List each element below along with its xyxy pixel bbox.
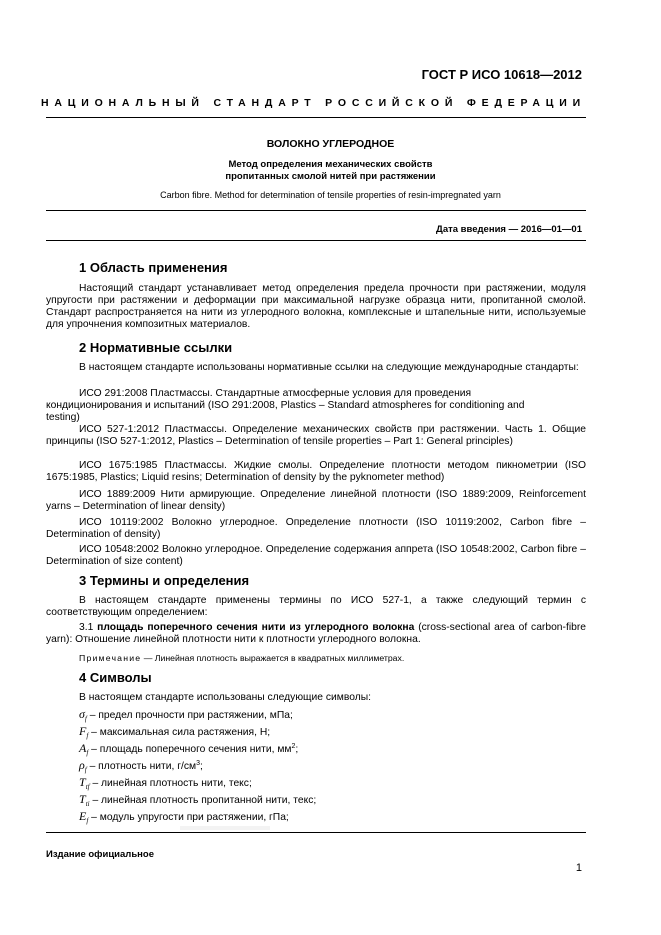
- symbol-definition: [79, 809, 289, 825]
- term-number: 3.1: [79, 622, 98, 633]
- note-text: — Линейная плотность выражается в квадратных миллиметрах.: [141, 653, 405, 663]
- symbol: σ: [79, 707, 85, 721]
- reference-line: ИСО 291:2008 Пластмассы. Стандартные атмосферные условия для проведения: [79, 388, 472, 399]
- edition-label: Издание официальное: [46, 849, 154, 860]
- section-paragraph: В настоящем стандарте использованы нормативные ссылки на следующие международные стандарты:: [79, 362, 579, 373]
- symbol-subscript: f: [84, 715, 87, 723]
- symbol-tail: ;: [295, 744, 299, 755]
- symbol-text: – линейная плотность нити, текс;: [89, 778, 252, 789]
- symbol-definition: [79, 758, 203, 774]
- reference-line: testing): [46, 412, 80, 423]
- section-paragraph: В настоящем стандарте использованы следующие символы:: [79, 692, 371, 703]
- term-name: площадь поперечного сечения нити из углеродного волокна: [97, 622, 415, 633]
- reference-item: [46, 388, 586, 424]
- symbol-tail: ;: [199, 761, 203, 772]
- section-heading: 4 Символы: [79, 670, 152, 685]
- symbol-subscript: f: [84, 766, 87, 774]
- symbol: T: [79, 792, 86, 806]
- reference-item: ИСО 1675:1985 Пластмассы. Жидкие смолы. Определение плотности методом пикнометрии (ISO 1675:1985, Plastics; Liquid resins; Determination of density by the pyknometer method): [46, 460, 586, 483]
- symbol-text: – модуль упругости при растяжении, гПа;: [88, 812, 289, 823]
- reference-item: ИСО 527-1:2012 Пластмассы. Определение механических свойств при растяжении. Часть 1. Общие принципы (ISO 527-1:2012, Plastics – Determination of tensile properties – Part 1: General principles): [46, 424, 586, 447]
- introduction-date: Дата введения — 2016—01—01: [436, 224, 582, 235]
- document-title: ВОЛОКНО УГЛЕРОДНОЕ: [266, 138, 395, 150]
- english-title: Carbon fibre. Method for determination of tensile properties of resin-impregnated yarn: [160, 190, 501, 200]
- page-number: 1: [575, 862, 582, 874]
- footer-divider: [46, 832, 586, 833]
- symbol: E: [79, 809, 87, 823]
- symbol-definition: [79, 724, 270, 740]
- note: [79, 653, 404, 663]
- reference-item: ИСО 1889:2009 Нити армирующие. Определение линейной плотности (ISO 1889:2009, Reinforcement yarns – Determination of linear density): [46, 489, 586, 512]
- symbol-text: – площадь поперечного сечения нити, мм: [88, 744, 292, 755]
- term-definition: [46, 622, 586, 646]
- symbol-text: – максимальная сила растяжения, Н;: [88, 727, 271, 738]
- document-subtitle: [0, 159, 661, 183]
- section-heading: 2 Нормативные ссылки: [79, 340, 233, 355]
- reference-line: кондиционирования и испытаний (ISO 291:2008, Plastics – Standard atmospheres for conditioning and: [46, 400, 525, 411]
- national-standard-banner: НАЦИОНАЛЬНЫЙ СТАНДАРТ РОССИЙСКОЙ ФЕДЕРАЦИИ: [41, 97, 586, 109]
- standard-code: ГОСТ Р ИСО 10618—2012: [421, 67, 582, 82]
- symbol-subscript: f: [86, 749, 89, 757]
- symbol: F: [79, 724, 87, 738]
- symbol-text: – плотность нити, г/см: [86, 761, 197, 772]
- symbol-text: – линейная плотность пропитанной нити, текс;: [89, 795, 317, 806]
- faint-artifact: [180, 826, 270, 830]
- term-text: (cross-sectional area of carbon-fibre yarn): Отношение линейной плотности нити к плотности углеродного волокна.: [46, 622, 586, 645]
- symbol-definition: [79, 707, 293, 723]
- symbol: T: [79, 775, 86, 789]
- symbol-subscript: tf: [85, 783, 90, 791]
- reference-item: ИСО 10119:2002 Волокно углеродное. Определение плотности (ISO 10119:2002, Carbon fibre – Determination of density): [46, 517, 586, 540]
- date-divider: [46, 240, 586, 241]
- symbol-definition: [79, 775, 252, 791]
- reference-item: ИСО 10548:2002 Волокно углеродное. Определение содержания аппрета (ISO 10548:2002, Carbon fibre – Determination of size content): [46, 544, 586, 567]
- section-paragraph: В настоящем стандарте применены термины по ИСО 527-1, а также следующий термин с соответствующим определением:: [46, 595, 586, 618]
- section-paragraph: Настоящий стандарт устанавливает метод определения предела прочности при растяжении, модуля упругости при растяжении и деформации при максимальной нагрузке образца нити, пропитанной смолой. Стандарт распространяется на нити из углеродного волокна, комплексные и штапельные нити, используемые для упрочнения композитных материалов.: [46, 283, 586, 330]
- section-heading: 1 Область применения: [79, 260, 228, 275]
- symbol-text: – предел прочности при растяжении, мПа;: [86, 710, 293, 721]
- symbol-superscript: 3: [196, 760, 200, 767]
- symbol: A: [79, 741, 87, 755]
- symbol-subscript: ti: [85, 800, 90, 808]
- header-divider: [46, 117, 586, 118]
- symbol-subscript: f: [86, 732, 89, 740]
- symbol: ρ: [79, 758, 85, 772]
- section-heading: 3 Термины и определения: [79, 573, 250, 588]
- symbol-subscript: f: [86, 817, 89, 825]
- symbol-superscript: 2: [291, 743, 296, 750]
- subtitle-line: Метод определения механических свойств: [228, 159, 433, 170]
- symbol-definition: [79, 792, 316, 808]
- symbol-definition: [79, 741, 298, 757]
- note-label: Примечание: [79, 653, 142, 663]
- title-divider: [46, 210, 586, 211]
- subtitle-line: пропитанных смолой нитей при растяжении: [225, 171, 436, 182]
